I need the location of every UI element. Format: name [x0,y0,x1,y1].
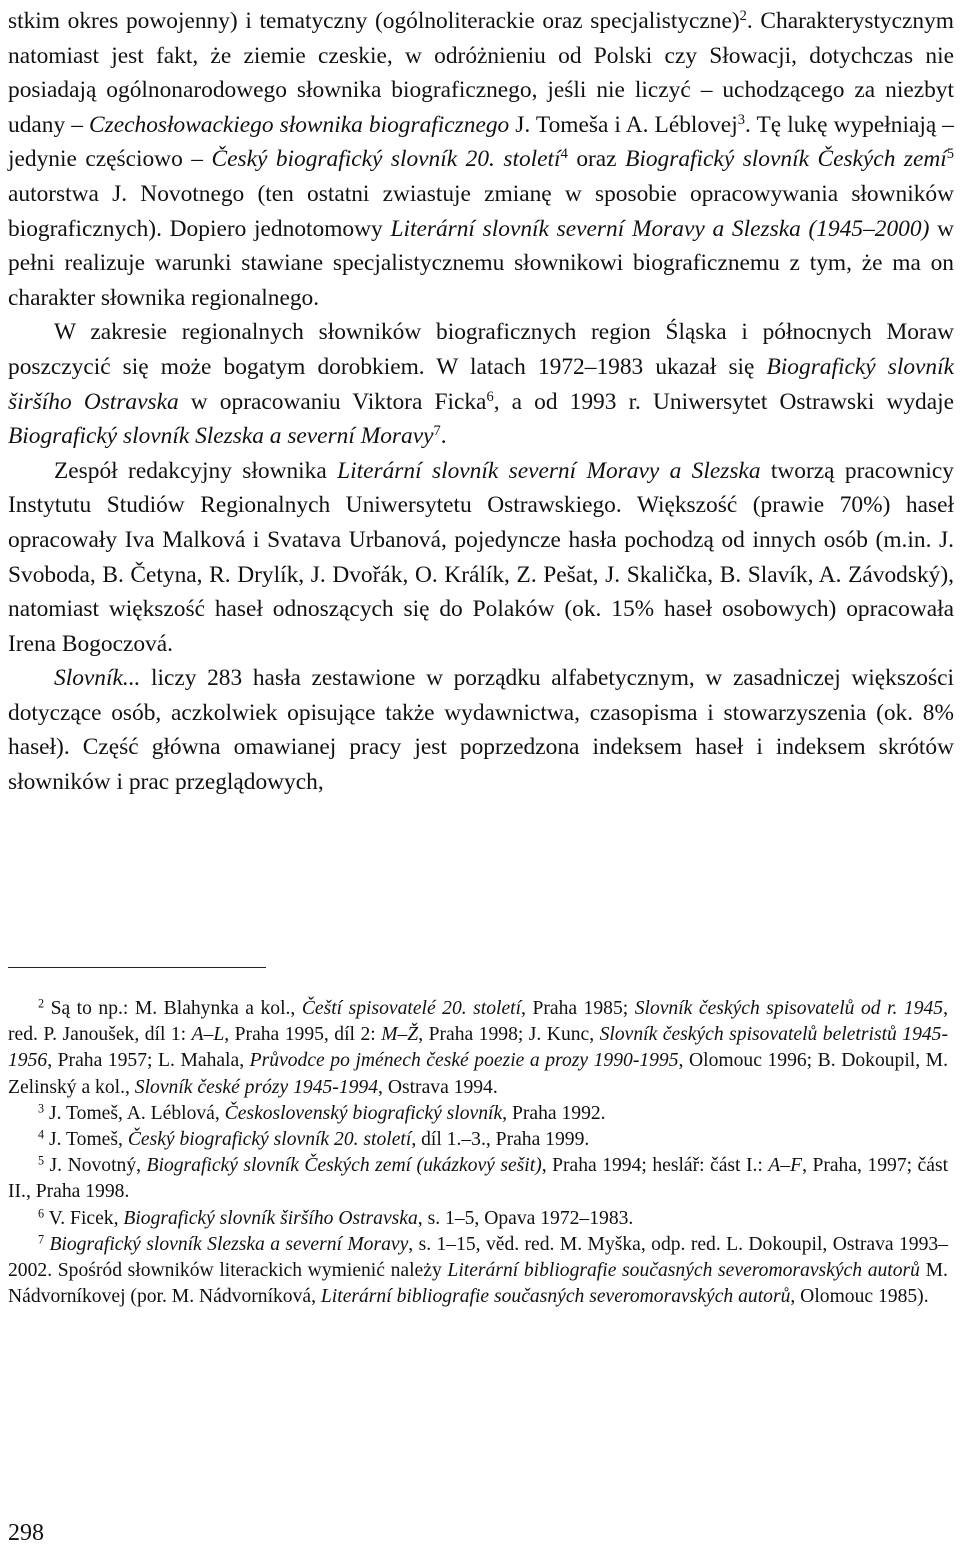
text-run: w opracowaniu Viktora Ficka [178,388,487,415]
title-italic: Čeští spisovatelé 20. století [301,998,522,1019]
text-run: J. Tomeša i A. Léblovej [509,111,738,138]
title-italic: Literární slovník severní Moravy a Slezska (1945–2000) [390,215,930,242]
text-run: , s. 1–15, věd. red. M. Myška, odp. red. L. Dokoupil, Ostrava 1993–2002. Spośród słowników literackich wymienić należy [8,1233,948,1282]
footnote-number: 7 [38,1232,45,1247]
footnote-separator [8,967,266,968]
text-run: W zakresie regionalnych słowników biograficznych region Śląska i północnych Moraw poszczycić się może bogatym dorobkiem. W latach 1972–1983 ukazał się [8,319,954,380]
title-italic: A–L [191,1024,225,1046]
footnote-ref: 7 [433,423,441,440]
footnote [8,1101,948,1127]
title-italic: Slovník českých spisovatelů beletristů 1945-1956 [8,1024,949,1072]
footnote-ref: 2 [739,8,747,25]
footnote-ref: 3 [737,111,745,128]
title-italic: Biografický slovník Českých zemí [625,146,947,173]
text-run: , Praha 1985; [521,998,635,1019]
paragraph [8,4,954,315]
title-italic: M–Ž [381,1024,419,1046]
text-run: liczy 283 hasła zestawione w porządku alfabetycznym, w zasadniczej większości dotyczące osób, aczkolwiek opisujące także wydawnictwa, czasopisma i stowarzyszenia (ok. 8% haseł). Część główna omawianej pracy jest poprzedzona indeksem haseł i indeksem skrótów słowników i prac przeglądowych, [8,665,954,796]
paragraph [8,454,954,662]
title-italic: Slovník... [54,665,141,692]
text-run: autorstwa J. Novotnego (ten ostatni zwiastuje zmianę w sposobie opracowywania słowników biograficznych). Dopiero jednotomowy [8,180,954,242]
footnote-number: 3 [38,1101,45,1116]
footnote-number: 4 [38,1127,45,1142]
title-italic: A–F [768,1155,803,1177]
text-run: , Praha 1995, díl 2: [224,1024,382,1046]
footnote [8,996,948,1101]
text-run: , Praha 1992. [502,1102,606,1124]
title-italic: Československý biografický slovník [224,1102,503,1124]
text-run: Zespół redakcyjny słownika [54,457,338,484]
footnote [8,1153,948,1205]
text-run: J. Tomeš, A. Léblová, [44,1102,225,1124]
footnote-number: 6 [38,1205,45,1220]
text-run: w pełni realizuje warunki stawiane specjalistycznemu słownikowi biograficznemu z tym, że ma on charakter słownika regionalnego. [8,215,954,311]
page-number: 298 [8,1520,44,1546]
paragraph [8,661,954,799]
text-run: . Tę lukę wypełniają – jedynie częściowo – [8,111,954,173]
title-italic: Český biografický slovník 20. století [211,146,561,173]
text-run: J. Tomeš, [44,1129,128,1151]
footnote [8,1127,948,1153]
footnote-ref: 6 [486,388,494,405]
title-italic: Český biografický slovník 20. století [127,1129,412,1151]
title-italic: Biografický slovník širšího Ostravska [123,1207,418,1229]
footnote [8,1206,948,1232]
text-run: . [440,423,447,450]
text-run: , Praha 1998; J. Kunc, [418,1024,600,1046]
text-run: M. Nádvorníkovej (por. M. Nádvorníková, [8,1260,948,1308]
text-run: , Praha, 1997; část II., Praha 1998. [8,1155,949,1203]
title-italic: Literární bibliografie současných severomoravských autorů [320,1286,791,1308]
text-run: , díl 1.–3., Praha 1999. [411,1129,590,1151]
title-italic: Czechosłowackiego słownika biograficznego [89,111,510,138]
text-run: , red. P. Janoušek, díl 1: [8,998,948,1046]
title-italic: Slovník českých spisovatelů od r. 1945 [634,998,944,1019]
footnote-ref: 5 [946,146,955,163]
title-italic: Biografický slovník Slezska a severní Moravy [49,1233,409,1255]
title-italic: Literární slovník severní Moravy a Slezska [337,457,761,484]
text-run: , a od 1993 r. Uniwersytet Ostrawski wydaje [493,388,954,415]
text-run: , Praha 1957; L. Mahala, [47,1050,250,1072]
main-text [8,4,954,800]
text-run: , Ostrava 1994. [378,1076,498,1098]
text-run: , Olomouc 1985). [790,1286,929,1308]
text-run: tworzą pracownicy Instytutu Studiów Regionalnych Uniwersytetu Ostrawskiego. Większość (prawie 70%) haseł opracowały Iva Malková i Svatava Urbanová, pojedyncze hasła pochodzą od innych osób (m.in. J. Svoboda, B. Četyna, R. Drylík, J. Dvořák, O. Králík, Z. Pešat, J. Skalička, B. Slavík, A. Závodský), natomiast większość haseł odnoszących się do Polaków (ok. 15% haseł osobowych) opracowała Irena Bogoczová. [8,457,954,657]
text-run: Są to np.: M. Blahynka a kol., [44,998,302,1019]
text-run: , Praha 1994; heslář: část I.: [541,1155,769,1177]
footnote-number: 2 [38,996,45,1011]
footnote-ref: 4 [560,146,568,163]
text-run: oraz [567,146,626,173]
title-italic: Biografický slovník Slezska a severní Moravy [8,423,434,450]
text-run: J. Novotný, [44,1155,147,1177]
text-run: stkim okres powojenny) i tematyczny (ogólnoliterackie oraz specjalistyczne) [8,8,740,34]
footnotes [8,996,948,1310]
text-run: . Charakterystycznym natomiast jest fakt, że ziemie czeskie, w odróżnieniu od Polski czy Słowacji, dotychczas nie posiadają ogólnonarodowego słownika biograficznego, jeśli nie liczyć – uchodzącego za niezbyt udany – [8,8,954,138]
footnote [8,1232,948,1311]
text-run: V. Ficek, [44,1207,124,1229]
footnote-number: 5 [38,1153,45,1168]
title-italic: Průvodce po jménech české poezie a prozy 1990-1995 [249,1050,679,1072]
title-italic: Biografický slovník širšího Ostravska [8,353,954,415]
text-run: , s. 1–5, Opava 1972–1983. [417,1207,634,1229]
title-italic: Literární bibliografie současných severomoravských autorů [447,1260,920,1282]
paragraph [8,315,954,453]
title-italic: Slovník české prózy 1945-1994 [134,1076,379,1098]
text-run: , Olomouc 1996; B. Dokoupil, M. Zelinský a kol., [8,1050,949,1098]
title-italic: Biografický slovník Českých zemí (ukázkový sešit) [146,1155,542,1177]
